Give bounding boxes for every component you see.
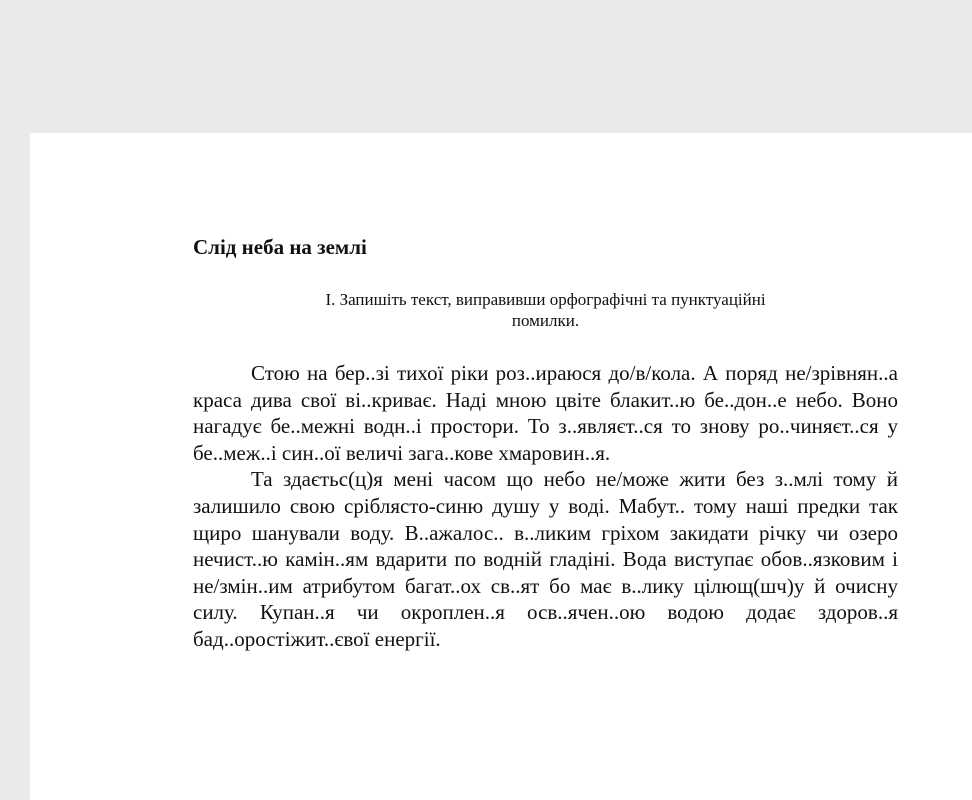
document-body [193,360,898,653]
document-title: Слід неба на землі [193,235,367,259]
instruction-line-1: І. Запишіть текст, виправивши орфографічні та пунктуаційні [325,290,766,309]
paragraph-1: Стою на бер..зі тихої ріки роз..ираюся до/в/кола. А поряд не/зрівнян..а краса дива свої ві..криває. Наді мною цвіте блакит..ю бе..дон..е небо. Воно нагадує бе..межні водн..і простори. То з..являєт..ся то знову ро..чиняєт..ся у бе..меж..і син..ої величі зага..кове хмаровин..я. [193,361,898,465]
instruction-line-2: помилки. [511,311,580,330]
paragraph-2: Та здаєтьс(ц)я мені часом що небо не/може жити без з..млі тому й залишило свою сріблясто-синю душу у воді. Мабут.. тому наші предки так щиро шанували воду. В..ажалос.. в..ликим гріхом закидати річку чи озеро нечист..ю камін..ям вдарити по водній гладіні. Вода виступає обов..язковим і не/змін..им атрибутом багат..ох св..ят бо має в..лику цілющ(шч)у й очисну силу. Купан..я чи окроплен..я осв..ячен..ою водою додає здоров..я бад..оростіжит..євої енергії. [193,467,898,651]
document-page [30,133,972,800]
task-instruction [193,289,898,331]
